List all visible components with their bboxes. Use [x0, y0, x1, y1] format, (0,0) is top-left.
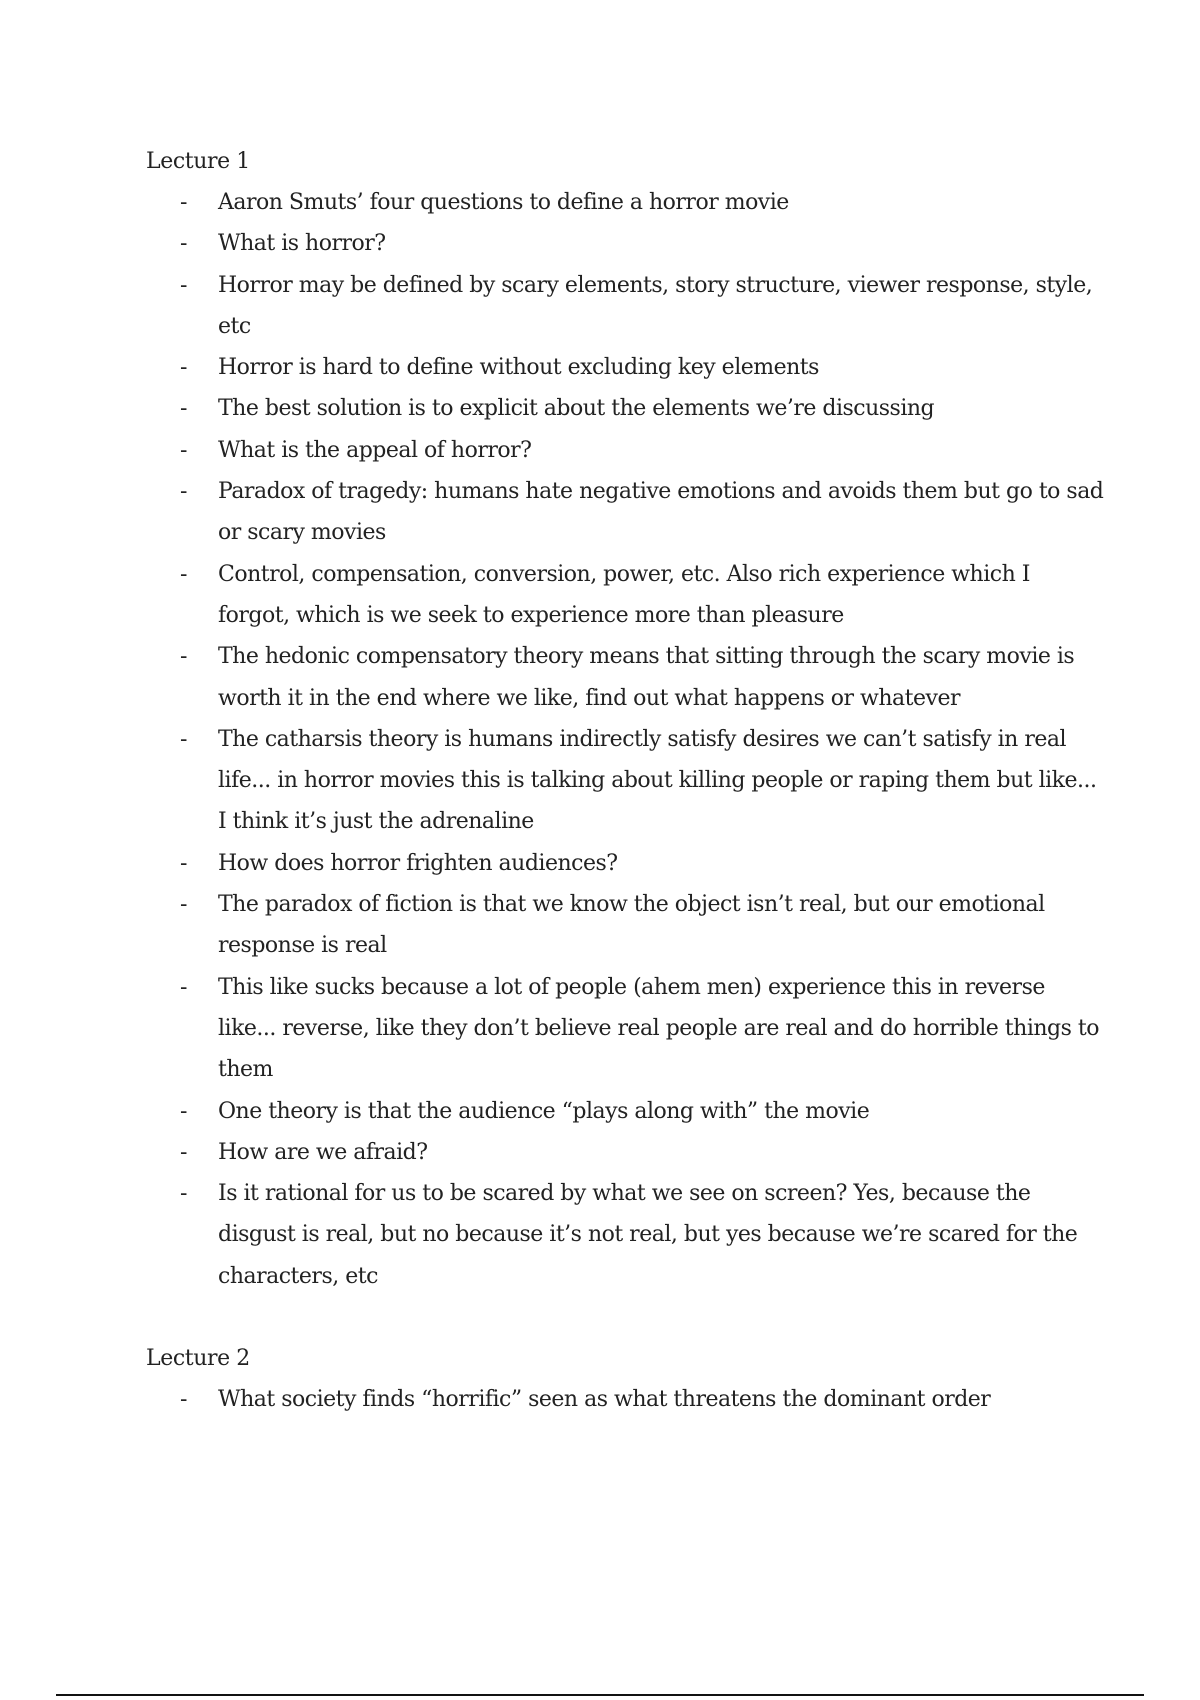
list-item: - What is horror? [146, 223, 1106, 264]
list-item: - The paradox of fiction is that we know the object isn’t real, but our emotional response is real [146, 884, 1106, 967]
list-item: - Paradox of tragedy: humans hate negative emotions and avoids them but go to sad or scary movies [146, 471, 1106, 554]
list-item: - Horror is hard to define without excluding key elements [146, 347, 1106, 388]
lecture-2-notes-list [146, 1379, 1106, 1420]
list-item: - Horror may be defined by scary elements, story structure, viewer response, style, etc [146, 265, 1106, 348]
list-item: - What is the appeal of horror? [146, 430, 1106, 471]
list-item: - Aaron Smuts’ four questions to define a horror movie [146, 182, 1106, 223]
list-item: - Control, compensation, conversion, power, etc. Also rich experience which I forgot, which is we seek to experience more than pleasure [146, 554, 1106, 637]
lecture-1-heading: Lecture 1 [146, 149, 250, 174]
list-item: - What society finds “horrific” seen as what threatens the dominant order [146, 1379, 1106, 1420]
page-bottom-divider [56, 1694, 1144, 1696]
list-item: - This like sucks because a lot of people (ahem men) experience this in reverse like... reverse, like they don’t believe real people are real and do horrible things to them [146, 967, 1106, 1091]
list-item: - The hedonic compensatory theory means that sitting through the scary movie is worth it in the end where we like, find out what happens or whatever [146, 636, 1106, 719]
list-item: - How are we afraid? [146, 1132, 1106, 1173]
list-item: - Is it rational for us to be scared by what we see on screen? Yes, because the disgust is real, but no because it’s not real, but yes because we’re scared for the characters, etc [146, 1173, 1106, 1297]
list-item: - The best solution is to explicit about the elements we’re discussing [146, 388, 1106, 429]
lecture-1-notes-list [146, 182, 1106, 1297]
list-item: - How does horror frighten audiences? [146, 843, 1106, 884]
list-item: - The catharsis theory is humans indirectly satisfy desires we can’t satisfy in real life... in horror movies this is talking about killing people or raping them but like... I think it’s just the adrenaline [146, 719, 1106, 843]
list-item: - One theory is that the audience “plays along with” the movie [146, 1091, 1106, 1132]
lecture-2-heading: Lecture 2 [146, 1346, 250, 1371]
lecture-1-section [146, 142, 1106, 1297]
lecture-2-section [146, 1339, 1106, 1420]
